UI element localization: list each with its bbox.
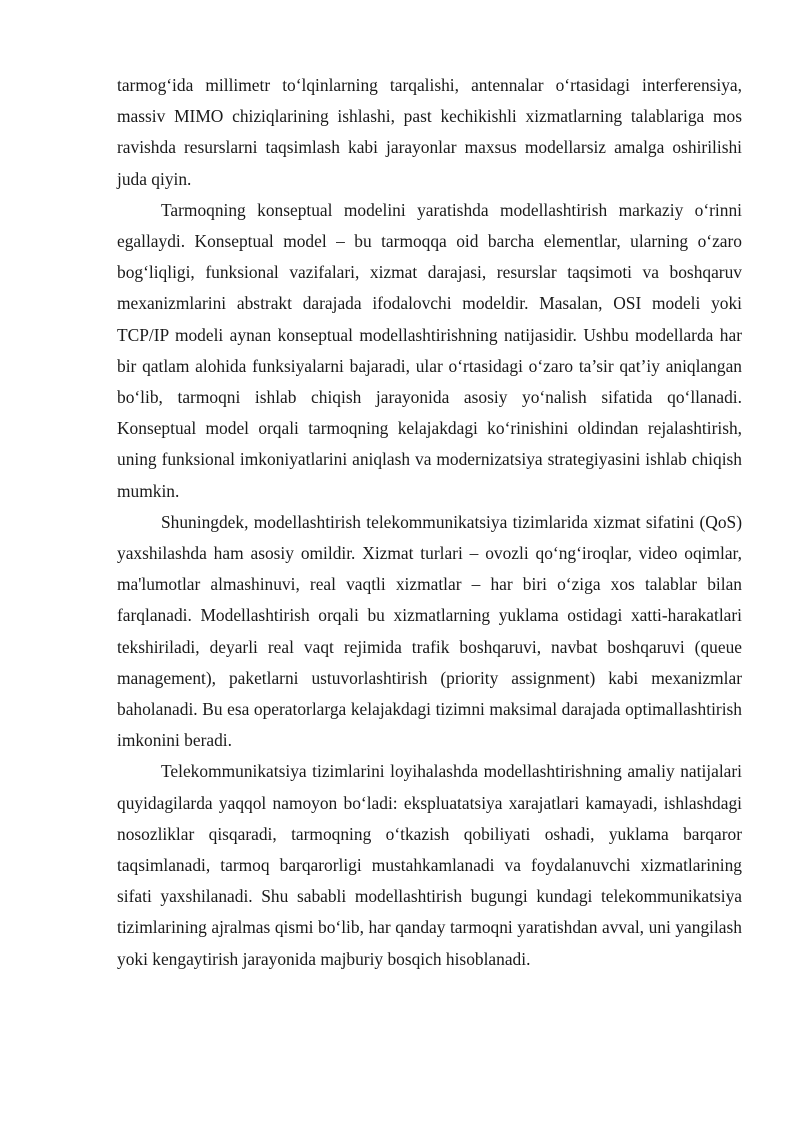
paragraph-qos: Shuningdek, modellashtirish telekommunikatsiya tizimlarida xizmat sifatini (QoS) yaxshilashda ham asosiy omildir. Xizmat turlari – ovozli qo‘ng‘iroqlar, video oqimlar, ma'lumotlar almashinuvi, real vaqtli xizmatlar – har biri o‘ziga xos talablar bilan farqlanadi. Modellashtirish orqali bu xizmatlarning yuklama ostidagi xatti-harakatlari tekshiriladi, deyarli real vaqt rejimida trafik boshqaruvi, navbat boshqaruvi (queue management), paketlarni ustuvorlashtirish (priority assignment) kabi mexanizmlar baholanadi. Bu esa operatorlarga kelajakdagi tizimni maksimal darajada optimallashtirish imkonini beradi. bbox=[117, 511, 742, 751]
paragraph-conceptual-model: Tarmoqning konseptual modelini yaratishda modellashtirish markaziy o‘rinni egallaydi. Konseptual model – bu tarmoqqa oid barcha elementlar, ularning o‘zaro bog‘liqligi, funksional vazifalari, xizmat darajasi, resurslar taqsimoti va boshqaruv mexanizmlarini abstrakt darajada ifodalovchi modeldir. Masalan, OSI modeli yoki TCP/IP modeli aynan konseptual modellashtirishning natijasidir. Ushbu modellarda har bir qatlam alohida funksiyalarni bajaradi, ular o‘rtasidagi o‘zaro ta’sir qat’iy aniqlangan bo‘lib, tarmoqni ishlab chiqish jarayonida asosiy yo‘nalish sifatida qo‘llanadi. Konseptual model orqali tarmoqning kelajakdagi ko‘rinishini oldindan rejalashtirish, uning funksional imkoniyatlarini aniqlash va modernizatsiya strategiyasini ishlab chiqish mumkin. bbox=[117, 199, 742, 501]
document-page bbox=[117, 70, 742, 975]
paragraph-practical-results: Telekommunikatsiya tizimlarini loyihalashda modellashtirishning amaliy natijalari quyidagilarda yaqqol namoyon bo‘ladi: ekspluatatsiya xarajatlari kamayadi, ishlashdagi nosozliklar qisqaradi, tarmoqning o‘tkazish qobiliyati oshadi, yuklama barqaror taqsimlanadi, tarmoq barqarorligi mustahkamlanadi va foydalanuvchi xizmatlarining sifati yaxshilanadi. Shu sababli modellashtirish bugungi kundagi telekommunikatsiya tizimlarining ajralmas qismi bo‘lib, har qanday tarmoqni yaratishdan avval, uni yangilash yoki kengaytirish jarayonida majburiy bosqich hisoblanadi. bbox=[117, 761, 742, 969]
paragraph-continuation: tarmog‘ida millimetr to‘lqinlarning tarqalishi, antennalar o‘rtasidagi interferensiya, massiv MIMO chiziqlarining ishlashi, past kechikishli xizmatlarning talablariga mos ravishda resurslarni taqsimlash kabi jarayonlar maxsus modellarsiz amalga oshirilishi juda qiyin. bbox=[117, 75, 742, 189]
